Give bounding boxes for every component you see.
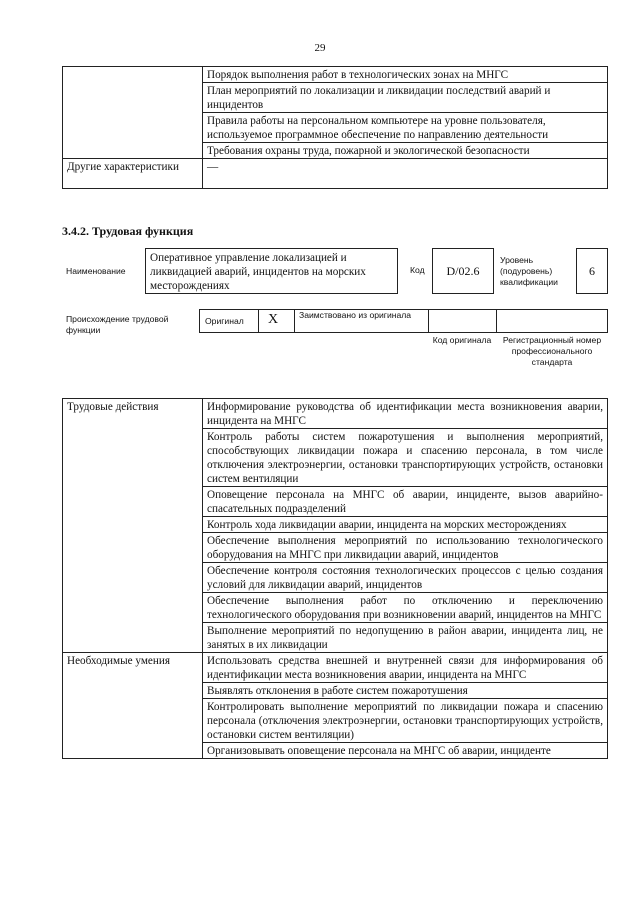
labor-actions-label: Трудовые действия <box>63 399 203 653</box>
required-skill: Выявлять отклонения в работе систем пожаротушения <box>203 683 608 699</box>
labor-action: Контроль хода ликвидации аварии, инцидента на морских месторождениях <box>203 517 608 533</box>
labor-function-table <box>62 398 608 759</box>
function-name-value: Оперативное управление локализацией и ликвидацией аварий, инцидентов на морских месторождениях <box>150 252 366 292</box>
level-value-box <box>576 248 608 294</box>
other-characteristics-label: Другие характеристики <box>63 159 203 189</box>
page-number: 29 <box>314 42 326 54</box>
reg-number-caption: Регистрационный номер профессионального стандарта <box>502 335 602 367</box>
level-value: 6 <box>589 264 595 278</box>
function-code-box <box>432 248 494 294</box>
level-label: Уровень (подуровень) квалификации <box>500 255 558 287</box>
required-skills-label: Необходимые умения <box>63 653 203 759</box>
borrowed-label: Заимствовано из оригинала <box>299 310 412 320</box>
code-original-caption: Код оригинала <box>432 335 492 345</box>
function-name-box <box>145 248 398 294</box>
labor-action: Выполнение мероприятий по недопущению в район аварии, инцидента лиц, не занятых в их ликвидации <box>203 623 608 653</box>
knowledge-item: Порядок выполнения работ в технологических зонах на МНГС <box>203 67 608 83</box>
section-title: 3.4.2. Трудовая функция <box>62 224 194 238</box>
knowledge-item: План мероприятий по локализации и ликвидации последствий аварий и инцидентов <box>203 83 608 113</box>
labor-action: Обеспечение выполнения мероприятий по использованию технологического оборудования на МНГС при ликвидации аварий, инцидентов <box>203 533 608 563</box>
name-label: Наименование <box>66 266 126 276</box>
labor-action: Обеспечение контроля состояния технологических процессов с целью создания условий для ликвидации аварий, инцидентов <box>203 563 608 593</box>
required-skill: Организовывать оповещение персонала на МНГС об аварии, инциденте <box>203 743 608 759</box>
original-mark: X <box>268 312 279 327</box>
knowledge-table-continuation <box>62 66 608 189</box>
required-skill: Контролировать выполнение мероприятий по ликвидации пожара и спасению персонала (отключения электроэнергии, остановки транспортирующих устройств, остановки систем вентиляции) <box>203 699 608 743</box>
knowledge-item: Правила работы на персональном компьютере на уровне пользователя, используемое программное обеспечение по направлению деятельности <box>203 113 608 143</box>
empty-label-cell <box>63 67 203 159</box>
labor-action: Контроль работы систем пожаротушения и выполнения мероприятий, способствующих ликвидации пожара и спасению персонала, в том числе отключения электроэнергии, остановки транспортирующих устройств, остановки систем вентиляции <box>203 429 608 487</box>
labor-action: Информирование руководства об идентификации места возникновения аварии, инцидента на МНГС <box>203 399 608 429</box>
original-label: Оригинал <box>205 316 244 326</box>
other-characteristics-value: — <box>203 159 608 189</box>
required-skill: Использовать средства внешней и внутренней связи для информирования об идентификации места возникновения аварии, инцидента на МНГС <box>203 653 608 683</box>
labor-action: Оповещение персонала на МНГС об аварии, инциденте, вызов аварийно-спасательных подразделений <box>203 487 608 517</box>
function-code-value: D/02.6 <box>446 264 480 278</box>
knowledge-item: Требования охраны труда, пожарной и экологической безопасности <box>203 143 608 159</box>
origin-label: Происхождение трудовой функции <box>66 314 169 335</box>
labor-action: Обеспечение выполнения работ по отключению и переключению технологического оборудования при возникновении аварий, инцидентов на МНГС <box>203 593 608 623</box>
code-label: Код <box>410 265 425 275</box>
